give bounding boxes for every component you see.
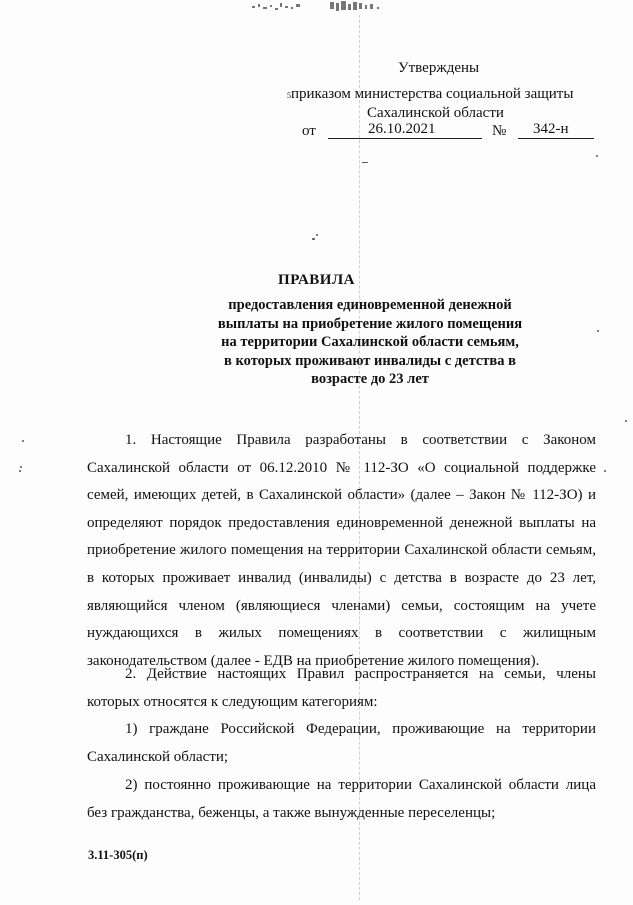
subtitle-line: на территории Сахалинской области семьям,: [221, 334, 519, 350]
order-marker: 5: [287, 91, 291, 100]
scan-speck: [22, 440, 24, 442]
paragraph-1: 1. Настоящие Правила разработаны в соответствии с Законом Сахалинской области от 06.12.2010 № 112-ЗО «О социальной поддержке семей, имеющих детей, в Сахалинской области» (далее – Закон № 112-ЗО) и определяют порядок предоставления единовременной денежной выплаты на приобретение жилого помещения на территории Сахалинской области семьям, в которых проживает инвалид (инвалиды) с детства в возрасте до 23 лет, являющийся членом (являющиеся членами) семьи, состоящим на учете нуждающихся в жилых помещениях в соответствии с жилищным законодательством (далее - ЕДВ на приобретение жилого помещения).: [87, 432, 596, 669]
subtitle-line: выплаты на приобретение жилого помещения: [217, 315, 523, 332]
order-number: 342-н: [533, 121, 569, 137]
scan-noise-mark: [250, 0, 400, 14]
scan-speck: [625, 420, 627, 422]
paragraph-2: 2. Действие настоящих Правил распространяется на семьи, члены которых относятся к следующим категориям:: [87, 666, 596, 710]
subtitle-line: возрасте до 23 лет: [311, 371, 429, 387]
document-code: 3.11-305(п): [88, 848, 148, 862]
number-sign: №: [492, 123, 507, 139]
paragraph-2-item-1: 1) граждане Российской Федерации, проживающие на территории Сахалинской области;: [87, 721, 596, 765]
scan-speck: [312, 238, 315, 240]
order-date: 26.10.2021: [368, 121, 436, 137]
document-title: ПРАВИЛА: [278, 272, 355, 288]
scan-speck: [362, 162, 368, 163]
order-label: приказом министерства социальной защиты: [291, 86, 574, 102]
scan-speck: [20, 466, 22, 468]
subtitle-line: в которых проживают инвалиды с детства в: [224, 352, 516, 369]
scan-speck: [604, 470, 606, 472]
paragraph-2-item-2: 2) постоянно проживающие на территории Сахалинской области лица без гражданства, беженцы, а также вынужденные переселенцы;: [87, 777, 596, 821]
scan-speck: [596, 155, 598, 157]
approved-label: Утверждены: [398, 60, 480, 76]
scan-speck: [19, 470, 21, 472]
region-label: Сахалинской области: [367, 105, 504, 121]
from-label: от: [302, 123, 316, 139]
document-subtitle: [120, 296, 620, 389]
subtitle-line: предоставления единовременной денежной: [228, 297, 512, 313]
scan-speck: [316, 234, 318, 236]
